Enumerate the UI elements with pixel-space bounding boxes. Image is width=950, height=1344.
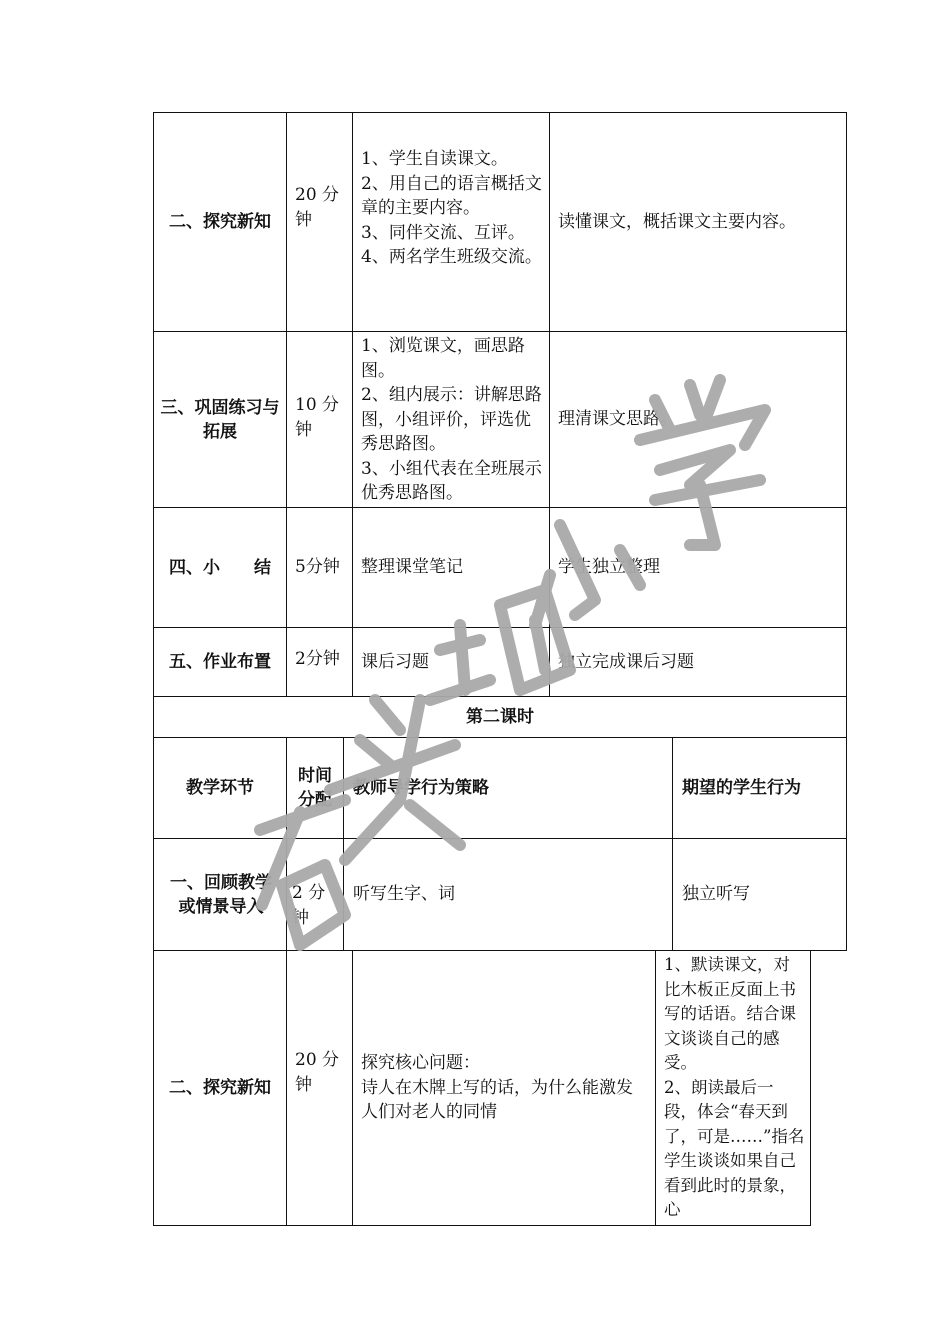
section-title: 第二课时 [466,707,534,727]
teacher-step: 1、浏览课文，画思路图。 [361,336,525,381]
stage-cell: 二、探究新知 [169,212,271,232]
teacher-step: 探究核心问题： [361,1053,480,1073]
teacher-step: 3、小组代表在全班展示优秀思路图。 [361,458,542,503]
header-time: 时间分配 [298,766,332,810]
student-step: 1、默读课文，对比木板正反面上书写的话语。结合课文谈谈自己的感受。 [664,955,796,1072]
stage-cell: 一、回顾教学或情景导入 [170,872,272,917]
stage-cell: 四、小 结 [169,557,271,578]
teacher-step: 2、组内展示：讲解思路图，小组评价，评选优秀思路图。 [361,385,542,454]
time-cell: 10 分钟 [295,395,340,440]
header-student: 期望的学生行为 [682,778,801,798]
stage-cell: 三、巩固练习与拓展 [160,397,280,442]
teacher-strategy-cell [361,147,544,270]
stage-cell: 五、作业布置 [169,652,271,672]
header-stage: 教学环节 [186,778,254,798]
teacher-strategy-cell: 课后习题 [361,651,429,672]
student-behavior-cell [664,953,806,1223]
teacher-step: 3、同伴交流、互评。 [361,222,525,243]
time-cell: 20 分钟 [295,1050,340,1095]
student-behavior-cell: 独立完成课后习题 [558,651,694,672]
teacher-strategy-cell: 听写生字、词 [353,884,455,905]
time-cell: 5分钟 [295,557,340,578]
time-cell: 20 分钟 [295,185,340,230]
header-teacher: 教师导学行为策略 [353,778,489,798]
time-cell: 2 分钟 [292,883,326,928]
student-behavior-cell: 独立听写 [682,884,750,905]
teacher-step: 4、两名学生班级交流。 [361,247,542,267]
teacher-strategy-cell [361,334,544,506]
student-behavior-cell: 学生独立整理 [558,557,660,578]
student-behavior-cell: 理清课文思路。 [558,409,677,430]
teacher-strategy-cell: 整理课堂笔记 [361,557,463,578]
teacher-step: 2、用自己的语言概括文章的主要内容。 [361,173,542,218]
teacher-strategy-cell [361,1051,649,1125]
student-behavior-cell: 读懂课文，概括课文主要内容。 [558,211,796,232]
stage-cell: 二、探究新知 [169,1078,271,1098]
teacher-step: 1、学生自读课文。 [361,149,508,169]
time-cell: 2分钟 [295,649,340,669]
teacher-step: 诗人在木牌上写的话，为什么能激发人们对老人的同情 [361,1077,633,1122]
student-step: 2、朗读最后一段，体会“春天到了，可是……”指名学生谈谈如果自己看到此时的景象，心 [664,1077,805,1219]
